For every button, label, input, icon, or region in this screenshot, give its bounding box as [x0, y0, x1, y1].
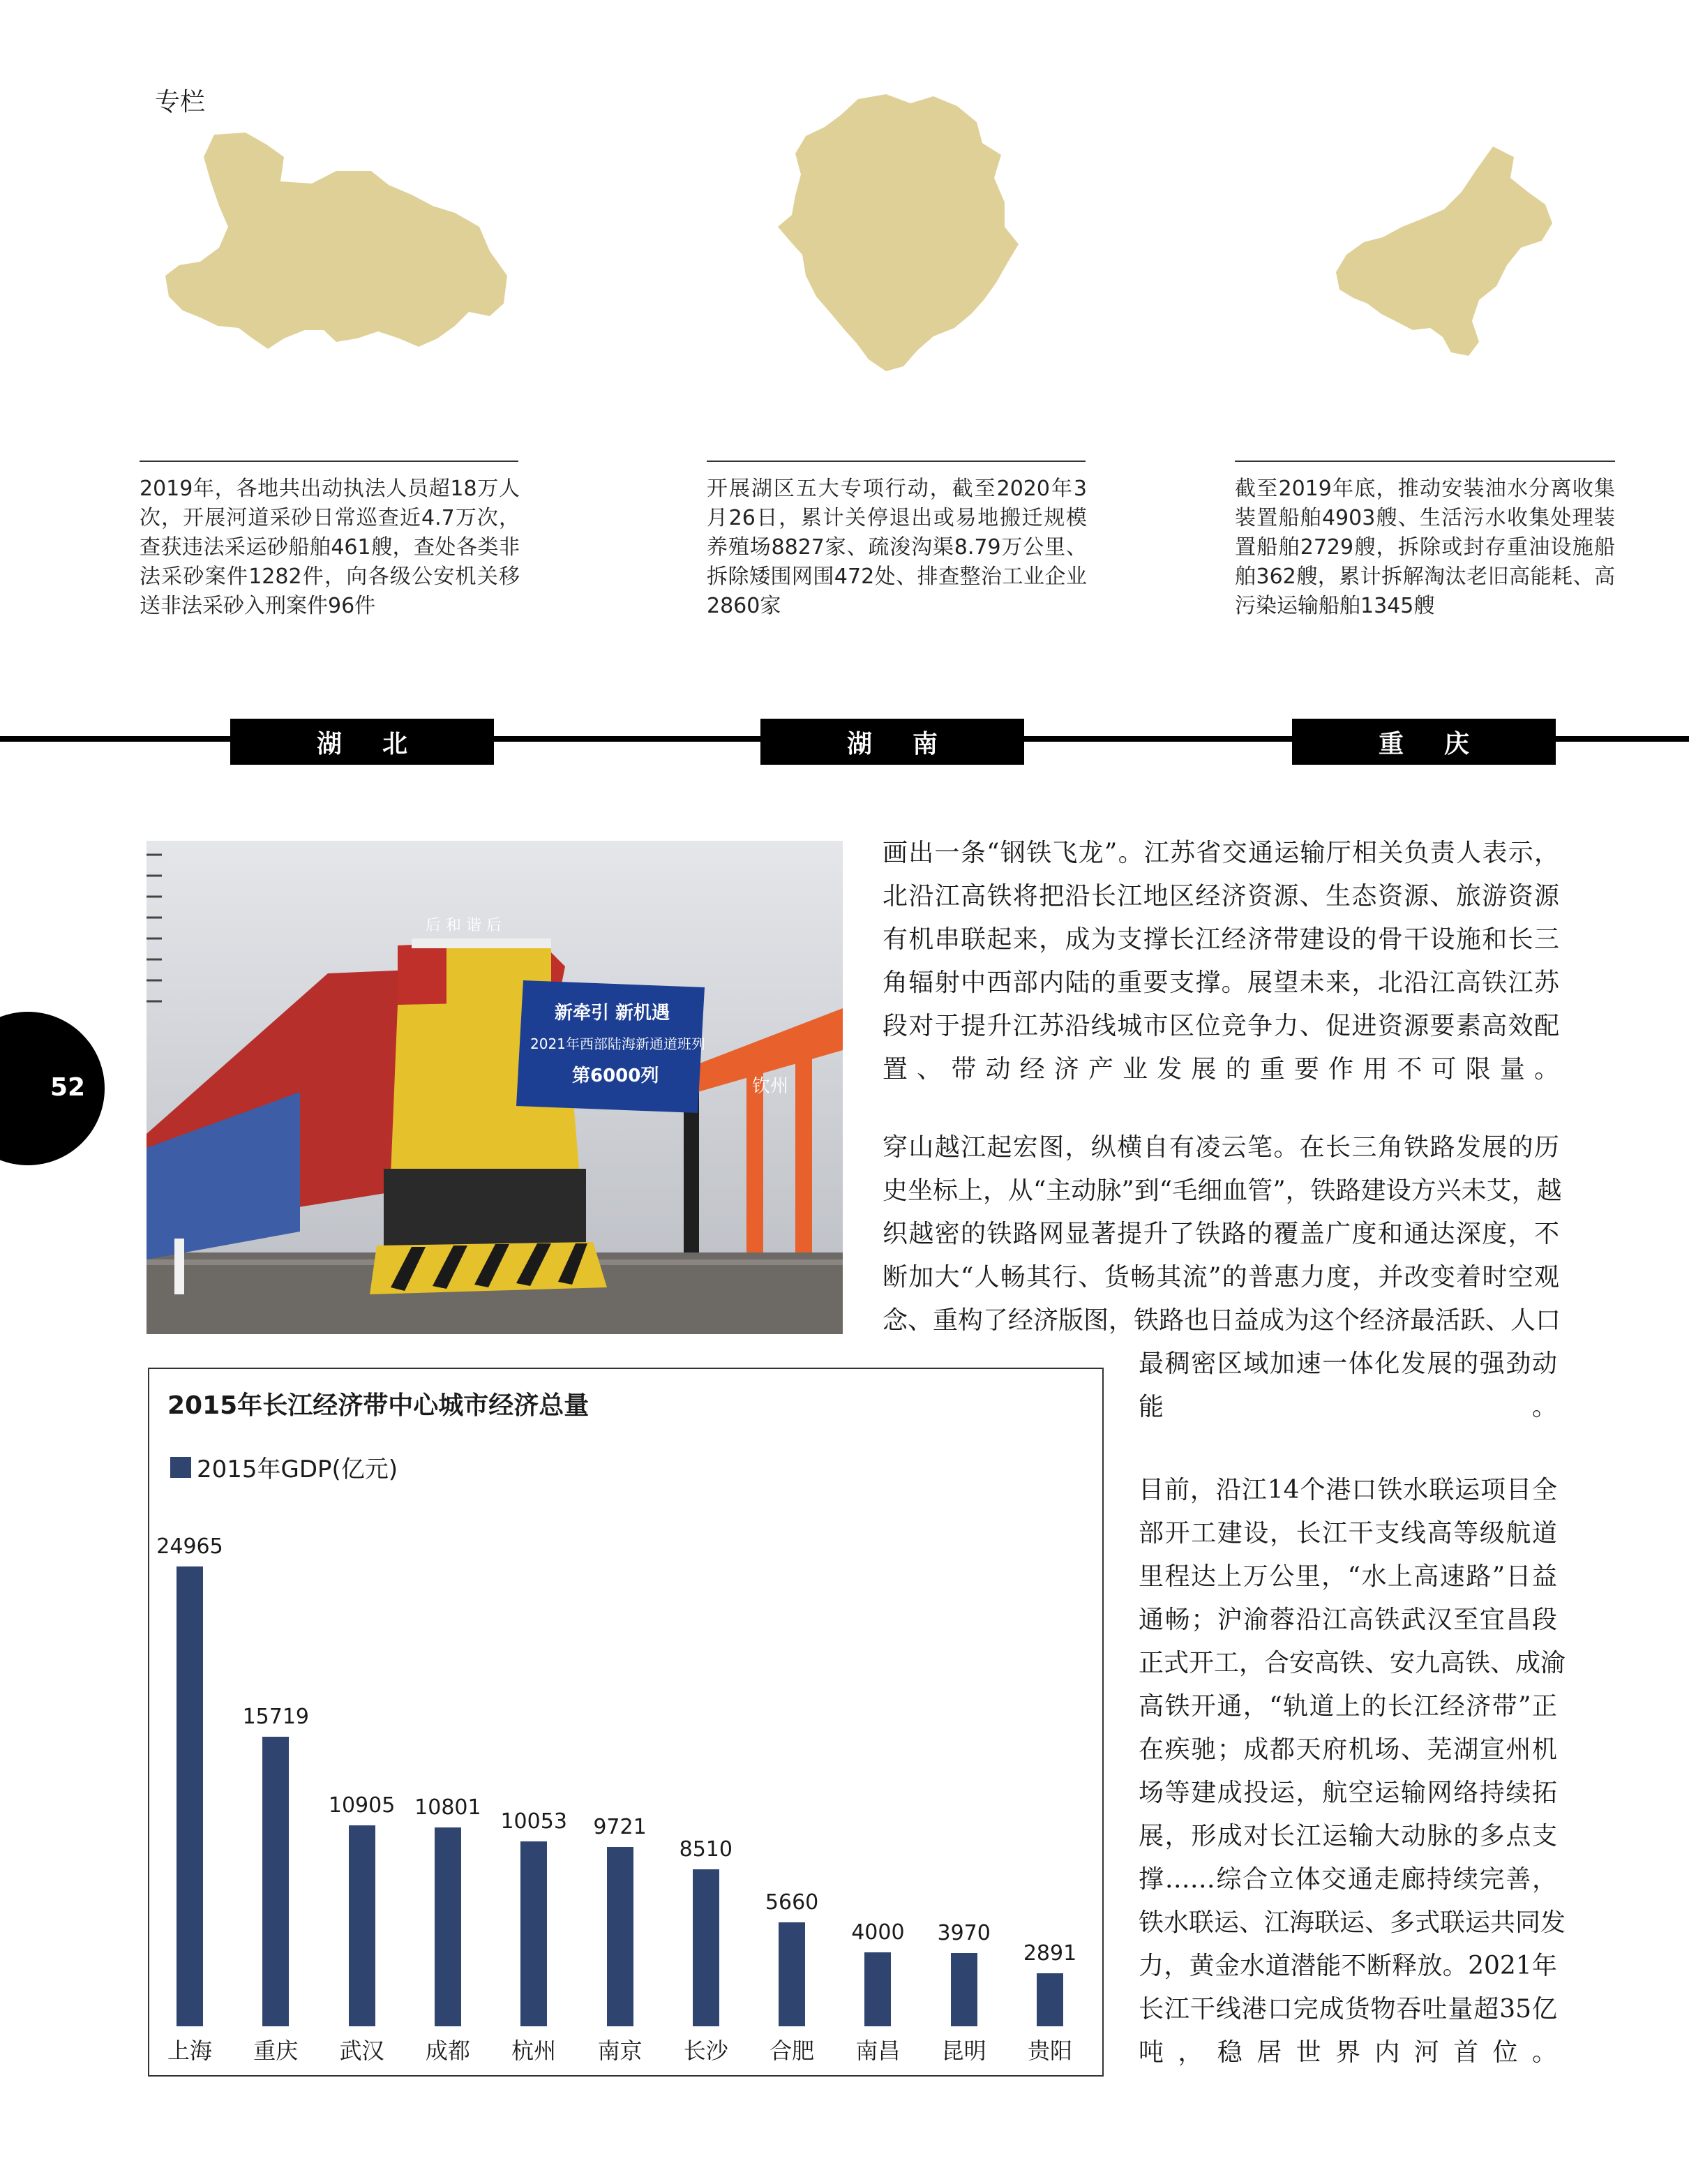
- category-label: 杭州: [511, 2037, 557, 2064]
- hubei-map: [162, 129, 511, 352]
- paragraph-3: [1139, 1469, 1566, 2074]
- train-photo: [147, 841, 843, 1334]
- paragraph-2-continued: [1139, 1342, 1557, 1429]
- bar-value-label: 5660: [765, 1890, 819, 1915]
- chongqing-map: [1333, 143, 1556, 363]
- category-label: 重庆: [253, 2037, 299, 2064]
- text-line: 段对于提升江苏沿线城市区位竞争力、促进资源要素高效配: [883, 1012, 1559, 1040]
- text-line: 最稠密区域加速一体化发展的强劲动: [1139, 1349, 1557, 1378]
- text-line: 目前，沿江14个港口铁水联运项目全: [1139, 1476, 1557, 1504]
- bar-value-label: 15719: [242, 1705, 310, 1730]
- column-rule-hunan: [707, 461, 1086, 462]
- category-label: 昆明: [941, 2037, 986, 2064]
- text-line: 里程达上万公里，“水上高速路”日益: [1139, 1562, 1557, 1591]
- text-line: 力，黄金水道潜能不断释放。2021年: [1139, 1952, 1557, 1980]
- text-line: 铁水联运、江海联运、多式联运共同发: [1139, 1908, 1566, 1937]
- text-line: 织越密的铁路网显著提升了铁路的覆盖广度和通达深度，不: [883, 1220, 1559, 1248]
- bar-7: [779, 1922, 805, 2026]
- section-label: 专栏: [155, 88, 206, 117]
- bar-value-label: 3970: [937, 1921, 991, 1946]
- text-line: 念、重构了经济版图，铁路也日益成为这个经济最活跃、人口: [883, 1306, 1561, 1335]
- bar-2: [349, 1825, 375, 2026]
- text-line: 置、带动经济产业发展的重要作用不可限量。: [883, 1055, 1559, 1084]
- bar-value-label: 9721: [593, 1815, 647, 1840]
- category-label: 长沙: [683, 2037, 728, 2064]
- text-line: 画出一条“钢铁飞龙”。江苏省交通运输厅相关负责人表示，: [883, 839, 1559, 867]
- bar-value-label: 8510: [679, 1837, 733, 1862]
- text-line: 吨，稳居世界内河首位。: [1139, 2038, 1557, 2067]
- paragraph-2: [883, 1126, 1562, 1342]
- category-label: 南昌: [855, 2037, 901, 2064]
- bar-3: [435, 1827, 461, 2026]
- text-line: 正式开工，合安高铁、安九高铁、成渝: [1139, 1649, 1566, 1677]
- text-line: 角辐射中西部内陆的重要支撑。展望未来，北沿江高铁江苏: [883, 968, 1559, 997]
- text-line: 高铁开通，“轨道上的长江经济带”正: [1139, 1692, 1557, 1721]
- loco-top-text: 后 和 谐 后: [426, 917, 502, 934]
- legend-label: 2015年GDP(亿元): [197, 1456, 398, 1483]
- bar-10: [1037, 1973, 1063, 2026]
- column-text-hunan: 开展湖区五大专项行动，截至2020年3月26日，累计关停退出或易地搬迁规模养殖场8827家、疏浚沟渠8.79万公里、拆除矮围网围472处、排查整治工业企业2860家: [707, 477, 1087, 618]
- bar-9: [951, 1953, 977, 2026]
- bar-5: [607, 1847, 633, 2026]
- column-text-hubei: 2019年，各地共出动执法人员超18万人次，开展河道采砂日常巡查近4.7万次，查获违法采运砂船舶461艘，查处各类非法采砂案件1282件，向各级公安机关移送非法采砂入刑案件96件: [140, 477, 520, 618]
- bar-0: [177, 1566, 203, 2026]
- paragraph-1: [883, 832, 1559, 1091]
- bar-value-label: 2891: [1023, 1940, 1077, 1966]
- text-line: 有机串联起来，成为支撑长江经济带建设的骨干设施和长三: [883, 925, 1559, 954]
- category-label: 贵阳: [1027, 2037, 1072, 2064]
- banner-line3: 第6000列: [572, 1065, 659, 1086]
- text-line: 北沿江高铁将把沿长江地区经济资源、生态资源、旅游资源: [883, 882, 1559, 911]
- chart-legend: [170, 1450, 398, 1484]
- banner-line1: 新牵引 新机遇: [555, 1003, 670, 1024]
- text-line: 部开工建设，长江干支线高等级航道: [1139, 1519, 1557, 1548]
- bar-value-label: 24965: [156, 1534, 223, 1559]
- text-line: 断加大“人畅其行、货畅其流”的普惠力度，并改变着时空观: [883, 1263, 1559, 1292]
- bar-4: [520, 1841, 547, 2026]
- column-rule-chongqing: [1235, 461, 1615, 462]
- chart-title: 2015年长江经济带中心城市经济总量: [167, 1391, 590, 1420]
- cab-sign-text: 钦州: [752, 1076, 789, 1097]
- text-line: 穿山越江起宏图，纵横自有凌云笔。在长三角铁路发展的历: [883, 1133, 1559, 1162]
- text-line: 能。: [1139, 1393, 1557, 1421]
- bar-8: [864, 1952, 891, 2026]
- category-label: 合肥: [770, 2037, 815, 2064]
- category-label: 成都: [425, 2037, 470, 2064]
- tag-hunan: [760, 719, 1024, 765]
- tag-hunan-label: 湖南: [846, 729, 978, 758]
- category-label: 武汉: [339, 2037, 384, 2064]
- tag-chongqing: [1292, 719, 1556, 765]
- category-label: 南京: [597, 2037, 643, 2064]
- column-rule-hubei: [140, 461, 518, 462]
- banner-line2: 2021年西部陆海新通道班列: [530, 1035, 705, 1052]
- column-text-chongqing: 截至2019年底，推动安装油水分离收集装置船舶4903艘、生活污水收集处理装置船舶2729艘，拆除或封存重油设施船舶362艘，累计拆解淘汰老旧高能耗、高污染运输船舶1345艘: [1235, 477, 1615, 618]
- bar-6: [693, 1869, 719, 2026]
- bar-value-label: 4000: [851, 1920, 905, 1945]
- hunan-map: [774, 91, 1033, 373]
- bar-value-label: 10053: [500, 1809, 567, 1834]
- text-line: 长江干线港口完成货物吞吐量超35亿: [1139, 1995, 1557, 2024]
- bar-value-label: 10801: [414, 1795, 481, 1820]
- text-line: 在疾驰；成都天府机场、芜湖宣州机: [1139, 1735, 1557, 1764]
- text-line: 场等建成投运，航空运输网络持续拓: [1139, 1779, 1557, 1807]
- tag-hubei: [230, 719, 494, 765]
- category-label: 上海: [167, 2037, 212, 2064]
- text-line: 撑……综合立体交通走廊持续完善，: [1139, 1865, 1557, 1894]
- tag-hubei-label: 湖北: [316, 729, 448, 758]
- text-line: 通畅；沪渝蓉沿江高铁武汉至宜昌段: [1139, 1606, 1557, 1634]
- text-line: 史坐标上，从“主动脉”到“毛细血管”，铁路建设方兴未艾，越: [883, 1176, 1562, 1205]
- page-number: 52: [50, 1073, 86, 1102]
- train-illustration: [147, 841, 843, 1334]
- bar-value-label: 10905: [328, 1793, 396, 1818]
- legend-swatch: [170, 1457, 191, 1478]
- tag-chongqing-label: 重庆: [1378, 729, 1510, 758]
- text-line: 展，形成对长江运输大动脉的多点支: [1139, 1822, 1557, 1850]
- bar-1: [262, 1737, 289, 2026]
